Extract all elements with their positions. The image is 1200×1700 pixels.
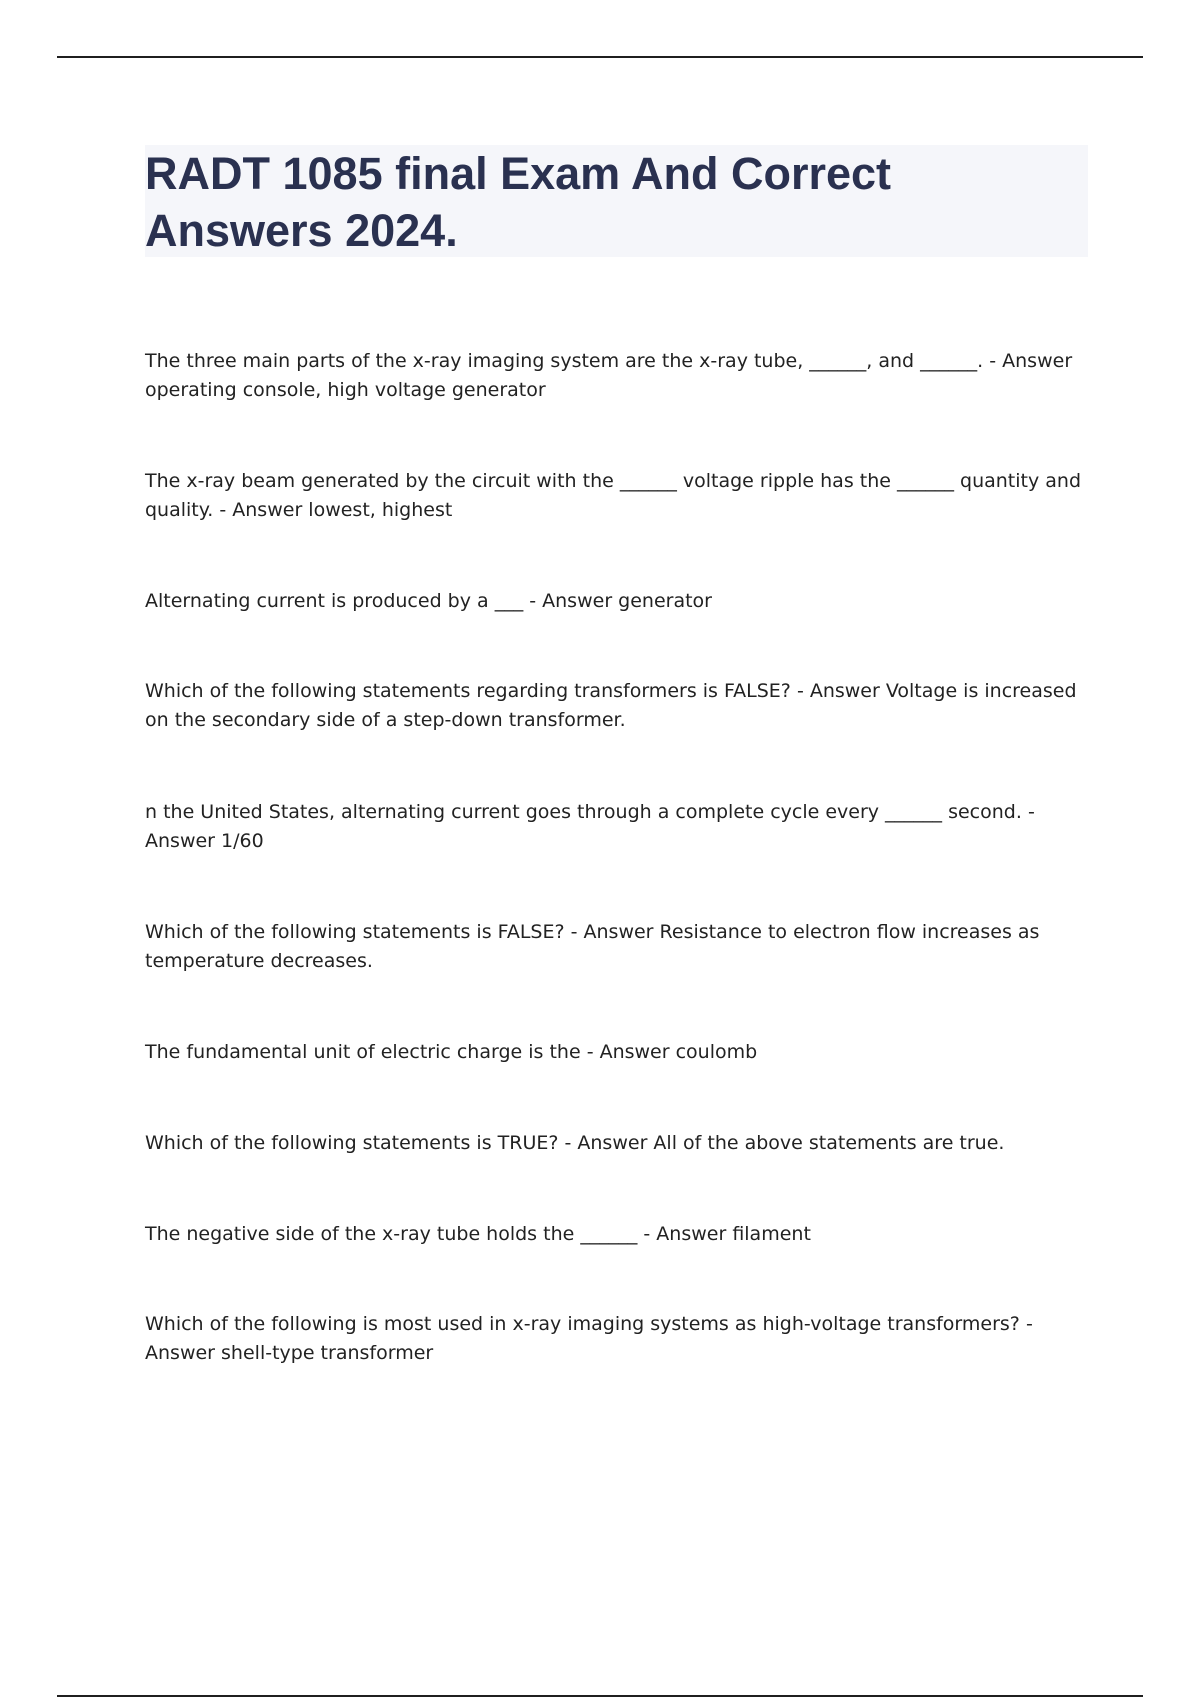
- answer-label: - Answer: [586, 1041, 670, 1063]
- qa-item-8: [145, 1129, 1090, 1158]
- qa-item-9: [145, 1220, 1090, 1249]
- answer-label: - Answer: [564, 1132, 648, 1154]
- answer-label: - Answer: [219, 499, 303, 521]
- top-rule: [57, 56, 1143, 58]
- answer-label: - Answer: [145, 1313, 1033, 1364]
- answer-text: generator: [618, 590, 712, 612]
- qa-item-3: [145, 587, 1090, 616]
- question-text: The x-ray beam generated by the circuit with the ______ voltage ripple has the ______ quantity and quality.: [145, 470, 1082, 521]
- answer-text: shell-type transformer: [221, 1342, 434, 1364]
- qa-item-2: [145, 467, 1090, 525]
- bottom-rule: [57, 1695, 1143, 1697]
- question-text: n the United States, alternating current goes through a complete cycle every ______ second.: [145, 801, 1022, 823]
- answer-label: - Answer: [643, 1223, 727, 1245]
- question-text: Which of the following statements is FALSE?: [145, 921, 565, 943]
- question-text: Alternating current is produced by a ___: [145, 590, 524, 612]
- question-text: The three main parts of the x-ray imaging system are the x-ray tube, ______, and ______.: [145, 350, 984, 372]
- answer-text: filament: [732, 1223, 811, 1245]
- answer-label: - Answer: [145, 801, 1035, 852]
- title-block: [145, 145, 1088, 257]
- answer-text: lowest, highest: [308, 499, 453, 521]
- answer-text: All of the above statements are true.: [653, 1132, 1005, 1154]
- answer-text: operating console, high voltage generator: [145, 379, 546, 401]
- question-text: Which of the following statements regarding transformers is FALSE?: [145, 680, 791, 702]
- qa-item-6: [145, 918, 1090, 976]
- qa-item-5: [145, 798, 1090, 856]
- answer-text: Voltage is increased on the secondary side of a step-down transformer.: [145, 680, 1077, 731]
- document-title: RADT 1085 final Exam And Correct Answers 2024.: [145, 148, 892, 256]
- question-text: Which of the following statements is TRUE?: [145, 1132, 559, 1154]
- question-text: Which of the following is most used in x-ray imaging systems as high-voltage transformers?: [145, 1313, 1020, 1335]
- qa-item-10: [145, 1310, 1090, 1368]
- answer-label: - Answer: [529, 590, 613, 612]
- answer-text: 1/60: [221, 830, 264, 852]
- answer-label: - Answer: [570, 921, 654, 943]
- qa-item-4: [145, 677, 1090, 735]
- answer-text: coulomb: [675, 1041, 758, 1063]
- qa-item-1: [145, 347, 1090, 405]
- question-text: The fundamental unit of electric charge is the: [145, 1041, 581, 1063]
- answer-label: - Answer: [989, 350, 1073, 372]
- answer-label: - Answer: [796, 680, 880, 702]
- answer-text: Resistance to electron flow increases as temperature decreases.: [145, 921, 1040, 972]
- qa-item-7: [145, 1038, 1090, 1067]
- question-text: The negative side of the x-ray tube holds the ______: [145, 1223, 638, 1245]
